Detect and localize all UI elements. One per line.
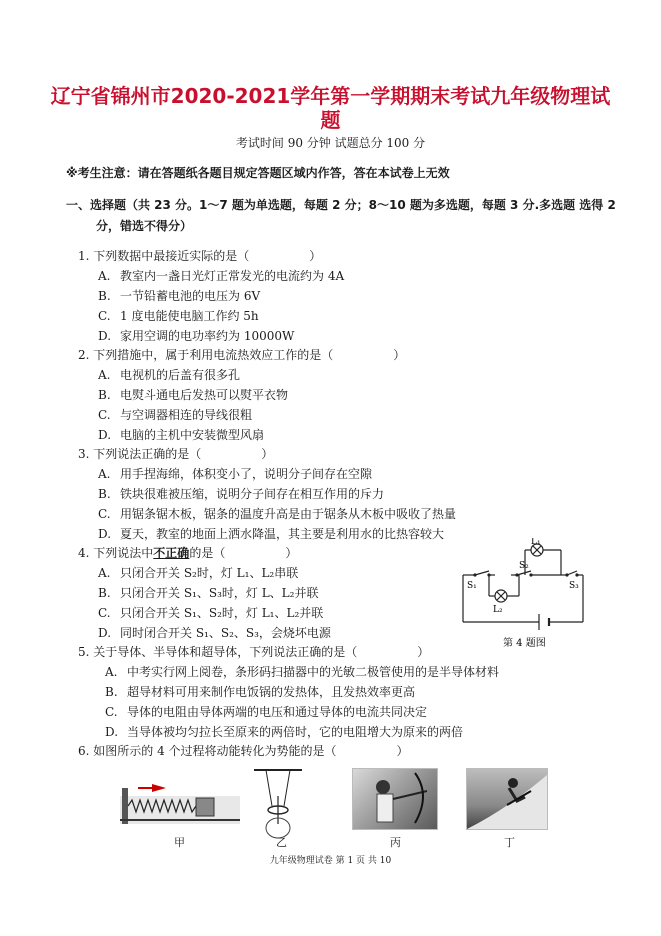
figure-bing-archer-photo xyxy=(352,768,438,830)
figure-ding-ski-photo xyxy=(466,768,548,830)
option-4d: D. 同时闭合开关 S₁、S₂、S₃，会烧坏电源 xyxy=(98,626,331,640)
option-5b: B. 超导材料可用来制作电饭锅的发热体，且发热效率更高 xyxy=(105,685,416,699)
label-L2: L₂ xyxy=(493,605,503,615)
archer-icon xyxy=(353,769,437,829)
question-3 xyxy=(78,445,273,462)
option-2d: D. 电脑的主机中安装微型风扇 xyxy=(98,428,265,442)
question-number: 4. xyxy=(78,546,90,560)
figure-label-jia: 甲 xyxy=(174,836,185,849)
page-title-line1: 辽宁省锦州市2020-2021学年第一学期期末考试九年级物理试 xyxy=(50,84,611,108)
question-number: 1. xyxy=(78,249,90,263)
option-1b: B. 一节铅蓄电池的电压为 6V xyxy=(98,289,261,303)
question-number: 5. xyxy=(78,645,90,659)
question-stem: 如图所示的 4 个过程将动能转化为势能的是（ ） xyxy=(93,744,409,758)
figure-label-ding: 丁 xyxy=(504,836,515,849)
question-stem: 下列数据中最接近实际的是（ ） xyxy=(93,249,322,263)
question-2 xyxy=(78,346,405,363)
question-number: 2. xyxy=(78,348,90,362)
option-5d: D. 当导体被均匀拉长至原来的两倍时，它的电阻增大为原来的两倍 xyxy=(105,725,464,739)
option-4a: A. 只闭合开关 S₂时，灯 L₁、L₂串联 xyxy=(98,566,299,580)
section-heading-line2: 分，错选不得分） xyxy=(96,219,193,233)
option-2b: B. 电熨斗通电后发热可以熨平衣物 xyxy=(98,388,289,402)
circuit-diagram xyxy=(455,538,595,650)
option-1c: C. 1 度电能使电脑工作约 5h xyxy=(98,309,259,323)
page-title-line2: 题 xyxy=(320,108,341,132)
question-stem: 下列措施中，属于利用电流热效应工作的是（ ） xyxy=(93,348,406,362)
emphasis-text: 不正确 xyxy=(153,546,190,560)
option-5a: A. 中考实行网上阅卷，条形码扫描器中的光敏二极管使用的是半导体材料 xyxy=(105,665,500,679)
label-S2: S₂ xyxy=(519,561,529,571)
label-L1: L₁ xyxy=(531,538,541,547)
question-4 xyxy=(78,544,297,561)
question-stem: 下列说法正确的是（ ） xyxy=(93,447,274,461)
skier-icon xyxy=(467,769,547,829)
figure-label-yi: 乙 xyxy=(276,836,287,849)
option-4b: B. 只闭合开关 S₁、S₃时，灯 L、L₂并联 xyxy=(98,586,319,600)
figure-label-bing: 丙 xyxy=(390,836,401,849)
question-number: 6. xyxy=(78,744,90,758)
figure-jia-spring xyxy=(120,770,240,832)
option-1d: D. 家用空调的电功率约为 10000W xyxy=(98,329,295,343)
option-2a: A. 电视机的后盖有很多孔 xyxy=(98,368,241,382)
circuit-caption: 第 4 题图 xyxy=(503,638,546,649)
option-1a: A. 教室内一盏日光灯正常发光的电流约为 4A xyxy=(98,269,345,283)
label-S3: S₃ xyxy=(569,581,579,591)
page-footer: 九年级物理试卷 第 1 页 共 10 xyxy=(269,856,392,866)
exam-notice: ※考生注意：请在答题纸各题目规定答题区域内作答，答在本试卷上无效 xyxy=(66,166,450,180)
section-heading-line1: 一、选择题（共 23 分。1～7 题为单选题，每题 2 分；8～10 题为多选题，每题 3 分.多选题 选得 2 xyxy=(66,198,616,212)
question-5 xyxy=(78,643,429,660)
question-number: 3. xyxy=(78,447,90,461)
option-3b: B. 铁块很难被压缩，说明分子间存在相互作用的斥力 xyxy=(98,487,385,501)
option-3d: D. 夏天，教室的地面上洒水降温，其主要是利用水的比热容较大 xyxy=(98,527,445,541)
option-2c: C. 与空调器相连的导线很粗 xyxy=(98,408,253,422)
option-4c: C. 只闭合开关 S₁、S₂时，灯 L₁、L₂并联 xyxy=(98,606,324,620)
label-S1: S₁ xyxy=(467,581,477,591)
option-3c: C. 用锯条锯木板，锯条的温度升高是由于锯条从木板中吸收了热量 xyxy=(98,507,457,521)
question-stem: 关于导体、半导体和超导体，下列说法正确的是（ ） xyxy=(93,645,430,659)
question-1 xyxy=(78,247,321,264)
question-stem: 下列说法中不正确的是（ ） xyxy=(93,546,298,560)
option-3a: A. 用手捏海绵，体积变小了，说明分子间存在空隙 xyxy=(98,467,373,481)
option-5c: C. 导体的电阻由导体两端的电压和通过导体的电流共同决定 xyxy=(105,705,428,719)
exam-info: 考试时间 90 分钟 试题总分 100 分 xyxy=(235,136,426,150)
question-6 xyxy=(78,742,409,759)
